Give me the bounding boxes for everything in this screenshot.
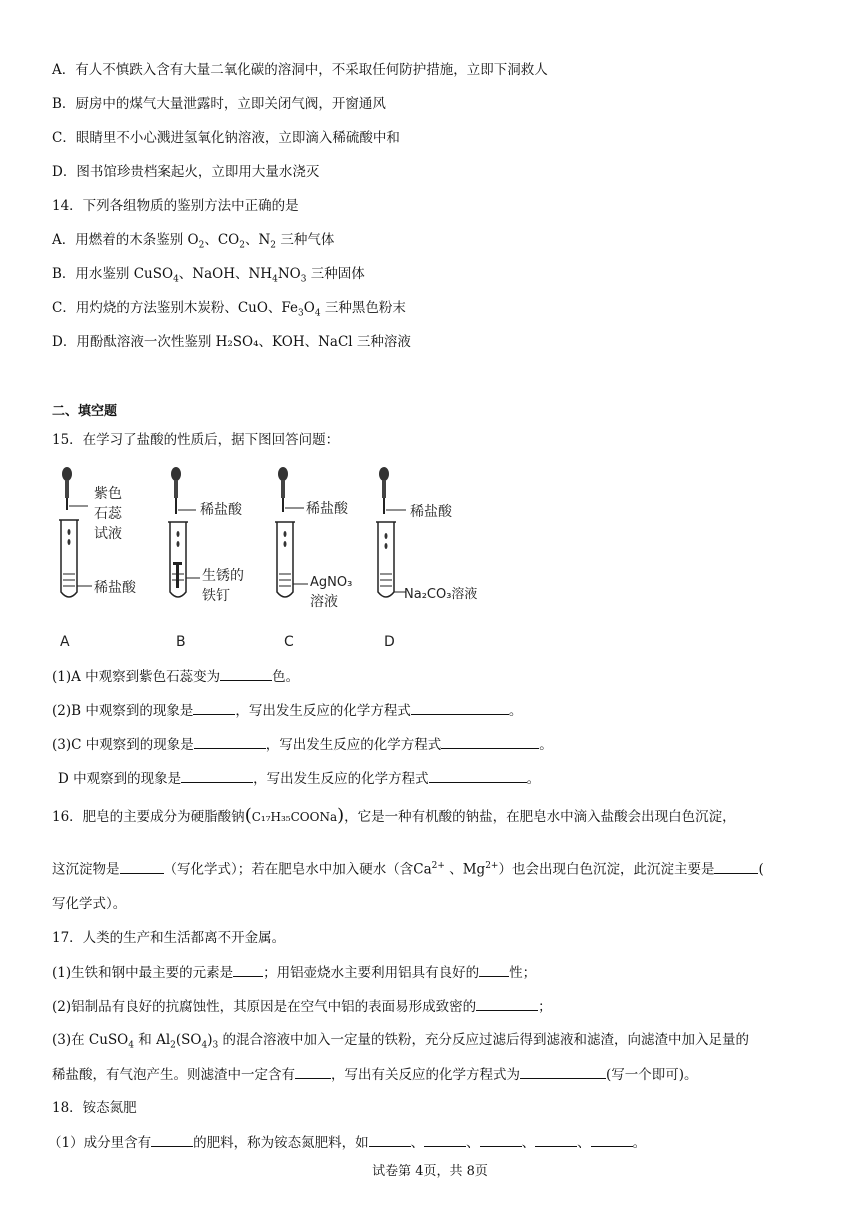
c-solution-line1: AgNO₃: [310, 575, 353, 590]
q16-line3: 写化学式）。: [52, 896, 127, 912]
answer-blank[interactable]: [181, 768, 253, 783]
label-b: B: [176, 634, 186, 650]
q15-part4: D 中观察到的现象是 ，写出发生反应的化学方程式 。: [58, 768, 540, 789]
d-reagent-label: 稀盐酸: [410, 504, 452, 520]
answer-blank[interactable]: [193, 700, 235, 715]
answer-blank[interactable]: [441, 734, 539, 749]
answer-blank[interactable]: [591, 1132, 633, 1147]
c-solution-line2: 溶液: [310, 594, 338, 610]
answer-blank[interactable]: [194, 734, 266, 749]
q15-part2: (2)B 中观察到的现象是 ，写出发生反应的化学方程式 。: [52, 700, 522, 721]
q17-stem: 17．人类的生产和生活都离不开金属。: [52, 930, 286, 946]
answer-blank[interactable]: [120, 859, 164, 874]
label-d: D: [384, 634, 395, 650]
answer-blank[interactable]: [369, 1132, 411, 1147]
q13-option-b: B．厨房中的煤气大量泄露时，立即关闭气阀，开窗通风: [52, 96, 386, 112]
answer-blank[interactable]: [476, 996, 538, 1011]
q15-part3: (3)C 中观察到的现象是 ，写出发生反应的化学方程式 。: [52, 734, 553, 755]
a-solution-label: 稀盐酸: [94, 580, 136, 596]
q14-option-d: D．用酚酞溶液一次性鉴别 H₂SO₄、KOH、NaCl 三种溶液: [52, 334, 411, 350]
a-reagent-line2: 石蕊: [94, 506, 122, 522]
q18-part1: （1）成分里含有 的肥料，称为铵态氮肥料，如 、 、 、 、 。: [48, 1132, 646, 1153]
b-solution-line2: 铁钉: [202, 588, 230, 604]
q18-stem: 18．铵态氮肥: [52, 1100, 137, 1116]
tube-d: [376, 467, 406, 597]
b-solution-line1: 生锈的: [202, 568, 244, 584]
answer-blank[interactable]: [295, 1064, 331, 1079]
tube-c: [275, 467, 308, 597]
c-reagent-label: 稀盐酸: [306, 501, 348, 517]
q16-line1: 16．肥皂的主要成分为硬脂酸钠(C₁₇H₃₅COONa)，它是一种有机酸的钠盐，在肥皂水中滴入盐酸会出现白色沉淀，: [52, 805, 736, 826]
q15-stem: 15．在学习了盐酸的性质后，据下图回答问题：: [52, 432, 340, 448]
q17-part2: (2)铝制品有良好的抗腐蚀性，其原因是在空气中铝的表面易形成致密的 ；: [52, 996, 552, 1017]
q15-figure: [50, 458, 510, 658]
formula: C₁₇H₃₅COONa: [251, 810, 338, 824]
b-reagent-label: 稀盐酸: [200, 502, 242, 518]
a-reagent-line3: 试液: [94, 526, 122, 542]
q17-part3-cont: 稀盐酸，有气泡产生。则滤渣中一定含有 ，写出有关反应的化学方程式为 (写一个即可)。: [52, 1064, 698, 1085]
q13-option-a: A．有人不慎跌入含有大量二氧化碳的溶洞中，不采取任何防护措施，立即下洞救人: [52, 62, 548, 78]
answer-blank[interactable]: [233, 962, 263, 977]
q14-stem: 14．下列各组物质的鉴别方法中正确的是: [52, 198, 299, 214]
section-title: 二、填空题: [52, 404, 118, 419]
q14-option-b: B．用水鉴别 CuSO$_4$、NaOH、$NH_4NO_3$ 三种固体: [52, 266, 365, 285]
q14-option-a: A．用燃着的木条鉴别 $O_2$、$CO_2$、$N_2$ 三种气体: [52, 232, 335, 251]
d-solution-label: Na₂CO₃溶液: [404, 587, 478, 602]
answer-blank[interactable]: [479, 962, 509, 977]
label-a: A: [60, 634, 70, 650]
answer-blank[interactable]: [535, 1132, 577, 1147]
answer-blank[interactable]: [520, 1064, 606, 1079]
q13-option-c: C．眼睛里不小心溅进氢氧化钠溶液，立即滴入稀硫酸中和: [52, 130, 400, 146]
label-c: C: [284, 634, 294, 650]
answer-blank[interactable]: [424, 1132, 466, 1147]
page-footer: 试卷第 4页，共 8页: [372, 1164, 488, 1179]
answer-blank[interactable]: [151, 1132, 193, 1147]
answer-blank[interactable]: [220, 666, 272, 681]
q15-part1: (1)A 中观察到紫色石蕊变为 色。: [52, 666, 299, 687]
q13-option-d: D．图书馆珍贵档案起火，立即用大量水浇灭: [52, 164, 320, 180]
answer-blank[interactable]: [714, 859, 758, 874]
answer-blank[interactable]: [429, 768, 527, 783]
q17-part3: (3)在 CuSO$_4$ 和 $Al_2(SO_4)_3$ 的混合溶液中加入一定量的铁粉，充分反应过滤后得到滤液和滤渣，向滤渣中加入足量的: [52, 1032, 750, 1051]
tube-a: [59, 467, 92, 597]
answer-blank[interactable]: [411, 700, 509, 715]
q14-option-c: C．用灼烧的方法鉴别木炭粉、CuO、$Fe_3O_4$ 三种黑色粉末: [52, 300, 406, 319]
q17-part1: (1)生铁和钢中最主要的元素是 ；用铝壶烧水主要利用铝具有良好的 性；: [52, 962, 536, 983]
q16-line2: 这沉淀物是 （写化学式）；若在肥皂水中加入硬水（含$Ca^{2+}$ 、$Mg^{2+}$）也会出现白色沉淀，此沉淀主要是 (: [52, 856, 764, 880]
answer-blank[interactable]: [480, 1132, 522, 1147]
tube-b: [168, 467, 200, 597]
a-reagent-line1: 紫色: [94, 486, 122, 502]
